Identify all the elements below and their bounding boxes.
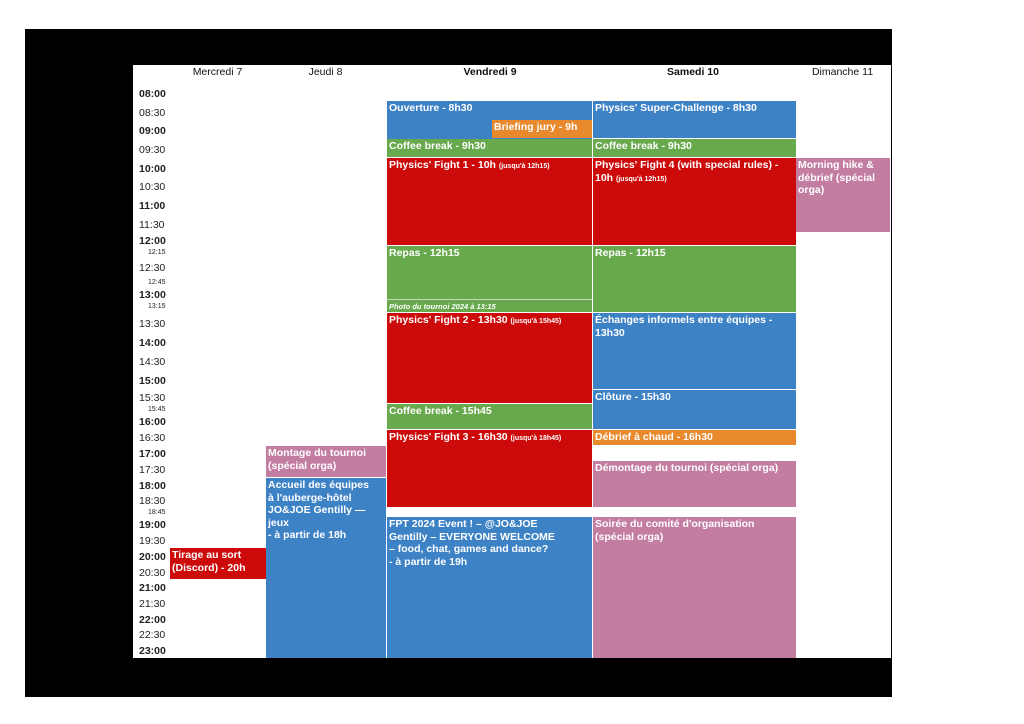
event-line: – food, chat, games and dance?	[389, 543, 549, 555]
time-label: 08:00	[139, 88, 166, 100]
time-label: 12:45	[148, 279, 166, 286]
event-line: jeux	[268, 516, 290, 529]
event-line: 13h30	[595, 326, 625, 339]
event-line: Coffee break - 9h30	[389, 140, 486, 152]
time-label: 22:30	[139, 629, 166, 641]
event-line: orga)	[798, 184, 825, 196]
event-subtitle: (jusqu'à 12h15)	[498, 163, 550, 170]
time-label: 12:15	[148, 249, 166, 256]
time-label: 15:30	[139, 392, 166, 404]
event-line: Démontage du tournoi (spécial orga)	[595, 462, 779, 474]
event-line: Repas - 12h15	[595, 247, 666, 259]
time-label: 13:30	[139, 318, 166, 330]
event-line: Coffee break - 15h45	[389, 405, 492, 417]
time-label: 10:30	[139, 181, 166, 193]
time-label: 19:00	[139, 519, 166, 531]
event-line: Coffee break - 9h30	[595, 140, 692, 152]
time-label: 10:00	[139, 163, 166, 175]
time-label: 20:30	[139, 567, 166, 579]
time-label: 18:30	[139, 495, 166, 507]
day-header-sat: Samedi 10	[667, 66, 719, 78]
day-header-thu: Jeudi 8	[308, 66, 343, 78]
event-briefing-jury[interactable]	[492, 120, 592, 138]
event-fpt-2024[interactable]	[387, 517, 592, 658]
event-line: (Discord) - 20h	[172, 561, 246, 574]
day-header-fri: Vendredi 9	[463, 66, 517, 78]
event-line: Montage du tournoi	[268, 447, 366, 459]
event-debrief-chaud[interactable]	[593, 430, 796, 445]
event-line: Morning hike &	[798, 159, 874, 171]
event-line: débrief (spécial	[798, 171, 876, 184]
photo-note: Photo du tournoi 2024 à 13:15	[389, 302, 496, 311]
event-line: Accueil des équipes	[268, 479, 369, 491]
event-physics-fight-2[interactable]	[387, 313, 592, 403]
event-title: Physics' Fight 2 - 13h30	[389, 314, 508, 326]
event-coffee-break-sat[interactable]	[593, 139, 796, 157]
event-line: - à partir de 19h	[389, 555, 468, 568]
event-line	[389, 431, 590, 446]
time-label: 13:15	[148, 303, 166, 310]
event-cloture[interactable]	[593, 390, 796, 429]
event-physics-fight-3[interactable]	[387, 430, 592, 507]
event-line: Tirage au sort	[172, 549, 242, 561]
day-header-wed: Mercredi 7	[192, 66, 243, 78]
event-line: Débrief à chaud - 16h30	[595, 431, 713, 443]
time-label: 11:00	[139, 200, 166, 212]
time-label: 16:00	[139, 416, 166, 428]
day-header-sun: Dimanche 11	[811, 66, 874, 78]
time-label: 18:45	[148, 509, 166, 516]
event-line	[389, 159, 590, 174]
event-line: FPT 2024 Event ! – @JO&JOE	[389, 518, 538, 530]
event-morning-hike[interactable]	[796, 158, 890, 232]
event-line: Gentilly – EVERYONE WELCOME	[389, 530, 555, 543]
time-label: 21:00	[139, 582, 166, 594]
time-label: 15:45	[148, 406, 166, 413]
event-physics-fight-1[interactable]	[387, 158, 592, 245]
event-title: 10h	[595, 171, 614, 184]
time-label: 17:00	[139, 448, 166, 460]
event-line: (spécial orga)	[268, 459, 337, 472]
event-line: Physics' Fight 4 (with special rules) -	[595, 159, 779, 171]
event-coffee-break-fri-2[interactable]	[387, 404, 592, 429]
event-coffee-break-fri-1[interactable]	[387, 139, 592, 157]
event-line: Physics' Super-Challenge - 8h30	[595, 102, 757, 114]
time-label: 12:30	[139, 262, 166, 274]
event-line: JO&JOE Gentilly —	[268, 504, 366, 516]
event-tirage-au-sort[interactable]	[170, 548, 266, 579]
event-line: - à partir de 18h	[268, 529, 347, 541]
event-title: Physics' Fight 1 - 10h	[389, 159, 496, 171]
time-label: 23:00	[139, 645, 166, 657]
event-line: Repas - 12h15	[389, 247, 460, 259]
time-label: 19:30	[139, 535, 166, 547]
time-label: 09:00	[139, 125, 166, 137]
event-subtitle: (jusqu'à 15h45)	[510, 318, 562, 325]
event-line: à l'auberge-hôtel	[268, 491, 352, 504]
time-label: 15:00	[139, 375, 166, 387]
time-label: 13:00	[139, 289, 166, 301]
event-demontage[interactable]	[593, 461, 796, 507]
event-super-challenge[interactable]	[593, 101, 796, 138]
event-line: Ouverture - 8h30	[389, 102, 473, 114]
event-subtitle: (jusqu'à 18h45)	[510, 435, 562, 442]
event-physics-fight-4[interactable]	[593, 158, 796, 245]
event-echanges-informels[interactable]	[593, 313, 796, 389]
time-label: 17:30	[139, 464, 166, 476]
event-line: Briefing jury - 9h	[494, 121, 578, 133]
event-montage-tournoi[interactable]	[266, 446, 386, 477]
event-line: Soirée du comité d'organisation	[595, 518, 755, 530]
time-label: 16:30	[139, 432, 166, 444]
time-label: 14:30	[139, 356, 166, 368]
event-subtitle: (jusqu'à 12h15)	[616, 175, 667, 183]
event-soiree-comite[interactable]	[593, 517, 796, 658]
time-label: 18:00	[139, 480, 166, 492]
event-accueil-equipes[interactable]	[266, 478, 386, 658]
event-line: Clôture - 15h30	[595, 391, 671, 403]
time-label: 11:30	[139, 219, 165, 231]
time-label: 09:30	[139, 144, 166, 156]
event-title: Physics' Fight 3 - 16h30	[389, 431, 508, 443]
divider	[387, 299, 592, 300]
time-label: 20:00	[139, 551, 166, 563]
time-label: 14:00	[139, 337, 166, 349]
time-label: 22:00	[139, 614, 166, 626]
event-line	[595, 172, 794, 187]
event-repas-sat[interactable]	[593, 246, 796, 312]
event-line: (spécial orga)	[595, 530, 664, 543]
event-line: Échanges informels entre équipes -	[595, 314, 773, 326]
time-label: 21:30	[139, 598, 166, 610]
event-line	[389, 314, 590, 329]
time-label: 12:00	[139, 235, 166, 247]
time-label: 08:30	[139, 107, 166, 119]
